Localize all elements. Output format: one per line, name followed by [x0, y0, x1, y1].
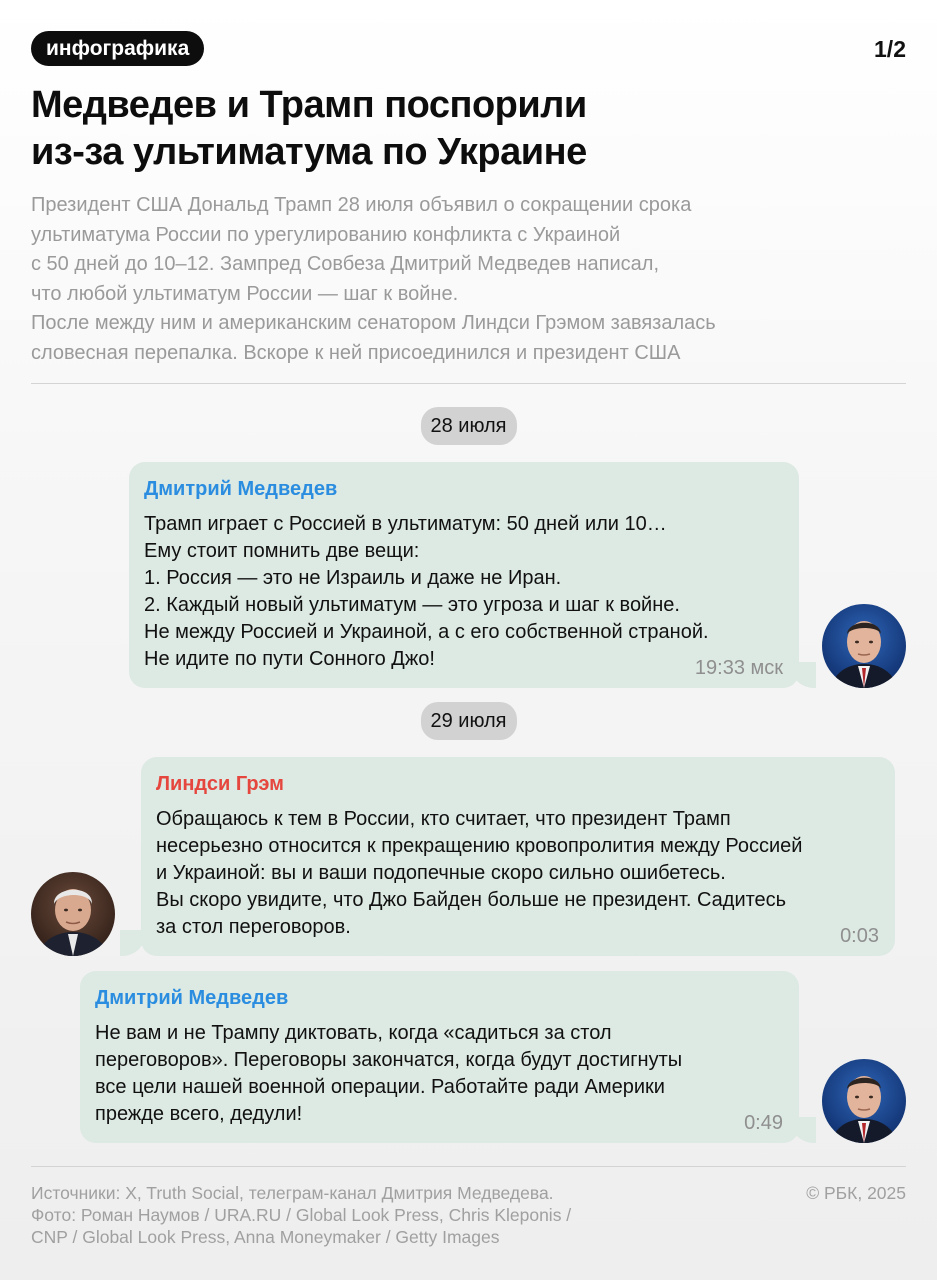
footer-line: CNP / Global Look Press, Anna Moneymaker / Getty Images	[31, 1227, 500, 1247]
lead-line: Президент США Дональд Трамп 28 июля объявил о сокращении срока	[31, 194, 692, 216]
footer-line: Фото: Роман Наумов / URA.RU / Global Look Press, Chris Kleponis /	[31, 1205, 572, 1225]
message-line: Трамп играет с Россией в ультиматум: 50 дней или 10…	[144, 513, 667, 535]
footer-line: Источники: X, Truth Social, телеграм-канал Дмитрия Медведева.	[31, 1183, 554, 1203]
message-line: прежде всего, дедули!	[95, 1103, 303, 1125]
message-line: все цели нашей военной операции. Работайте ради Америки	[95, 1076, 665, 1098]
bottom-divider	[31, 1166, 906, 1167]
message-author: Дмитрий Медведев	[95, 987, 289, 1009]
message-line: несерьезно относится к прекращению кровопролития между Россией	[156, 835, 803, 857]
lead-line: ультиматума России по урегулированию конфликта с Украиной	[31, 223, 621, 246]
message-time: 0:03	[840, 925, 879, 947]
avatar-medvedev	[822, 604, 906, 688]
message-line: Не идите по пути Сонного Джо!	[144, 648, 435, 670]
title-line: из-за ультиматума по Украине	[31, 131, 587, 173]
lead-line: с 50 дней до 10–12. Зампред Совбеза Дмитрий Медведев написал,	[31, 253, 660, 276]
message-line: Вы скоро увидите, что Джо Байден больше не президент. Садитесь	[156, 889, 787, 911]
copyright: © РБК, 2025	[806, 1183, 906, 1203]
avatar-medvedev	[822, 1059, 906, 1143]
message-line: Не между Россией и Украиной, а с его собственной страной.	[144, 621, 709, 643]
message-author: Дмитрий Медведев	[144, 478, 338, 500]
message-bubble	[80, 971, 799, 1143]
lead-line: После между ним и американским сенатором Линдси Грэмом завязалась	[31, 312, 716, 335]
top-divider	[31, 383, 906, 384]
message-author: Линдси Грэм	[156, 773, 284, 795]
message-time: 19:33 мск	[694, 657, 783, 679]
footer-sources	[31, 1182, 651, 1248]
lead-line: словесная перепалка. Вскоре к ней присоединился и президент США	[31, 341, 681, 364]
avatar-graham	[31, 872, 115, 956]
message-line: Не вам и не Трампу диктовать, когда «садиться за стол	[95, 1022, 612, 1044]
message-time: 0:49	[744, 1112, 783, 1134]
page-title	[31, 82, 891, 176]
message-bubble	[141, 757, 895, 956]
message-line: Обращаюсь к тем в России, кто считает, что президент Трамп	[156, 808, 731, 830]
page-number: 1/2	[874, 36, 906, 62]
message-text	[156, 806, 879, 941]
message-line: и Украиной: вы и ваши подопечные скоро сильно ошибетесь.	[156, 862, 726, 884]
message-text	[95, 1020, 783, 1128]
message-text	[144, 511, 783, 673]
title-line: Медведев и Трамп поспорили	[31, 84, 587, 126]
date-pill: 28 июля	[420, 407, 516, 445]
message-line: за стол переговоров.	[156, 916, 351, 938]
lead-paragraph	[31, 191, 891, 369]
message-bubble	[129, 462, 799, 688]
message-line: 1. Россия — это не Израиль и даже не Иран.	[144, 567, 562, 589]
lead-line: что любой ультиматум России — шаг к войне.	[31, 282, 459, 305]
category-badge: инфографика	[31, 31, 204, 66]
message-line: переговоров». Переговоры закончатся, когда будут достигнуты	[95, 1049, 683, 1071]
message-line: Ему стоит помнить две вещи:	[144, 540, 420, 562]
message-line: 2. Каждый новый ультиматум — это угроза и шаг к войне.	[144, 594, 680, 616]
date-pill: 29 июля	[420, 702, 516, 740]
